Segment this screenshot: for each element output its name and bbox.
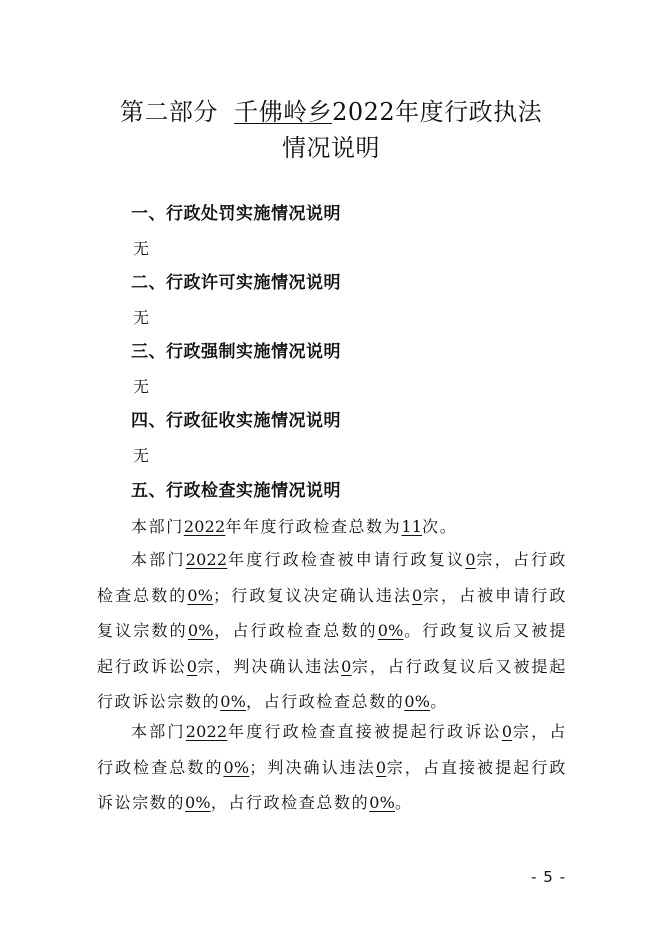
p2-percent: 0% bbox=[187, 585, 214, 605]
p2-text: ，占行政检查总数的 bbox=[246, 692, 405, 711]
inspection-paragraph-1 bbox=[97, 509, 567, 545]
p3-year: 2022 bbox=[185, 722, 228, 741]
p1-text: 本部门 bbox=[131, 517, 184, 536]
p3-percent: 0% bbox=[185, 793, 211, 812]
p1-year: 2022 bbox=[183, 517, 226, 536]
p1-text: 次。 bbox=[422, 517, 458, 536]
p2-percent: 0% bbox=[377, 621, 404, 640]
p2-text: 本部门 bbox=[131, 550, 186, 569]
p3-text: 宗，占直接被提起行政诉讼宗数的 bbox=[97, 757, 567, 812]
p3-count: 0 bbox=[375, 757, 387, 777]
p2-percent: 0% bbox=[187, 621, 214, 640]
p2-percent: 0% bbox=[404, 692, 431, 711]
page-number: - 5 - bbox=[531, 868, 566, 886]
p2-text: ，占行政检查总数的 bbox=[213, 621, 378, 640]
p3-text: 年度行政检查直接被提起行政诉讼 bbox=[227, 722, 502, 741]
p1-total: 11 bbox=[401, 517, 423, 536]
p2-text: 宗，判决确认违法 bbox=[197, 656, 342, 676]
section-heading-inspection: 五、行政检查实施情况说明 bbox=[131, 481, 341, 501]
p2-count: 0 bbox=[341, 656, 352, 676]
section-body-license: 无 bbox=[133, 308, 150, 327]
p2-text: 。 bbox=[430, 692, 448, 711]
page-title bbox=[0, 97, 662, 127]
section-body-levy: 无 bbox=[133, 446, 150, 465]
p1-text: 年年度行政检查总数为 bbox=[225, 517, 402, 536]
p3-text: 。 bbox=[395, 793, 413, 812]
inspection-paragraph-3 bbox=[97, 714, 567, 821]
p2-text: ；行政复议决定确认违法 bbox=[213, 585, 412, 605]
title-part: 第二部分 bbox=[119, 98, 218, 126]
p2-year: 2022 bbox=[185, 550, 228, 569]
section-heading-penalty: 一、行政处罚实施情况说明 bbox=[131, 204, 341, 224]
p3-count: 0 bbox=[501, 722, 513, 741]
p2-text: 年度行政检查被申请行政复议 bbox=[227, 550, 466, 569]
p2-text: 宗，占行政复议后又被提起行政诉讼宗数的 bbox=[97, 656, 567, 711]
p2-text: 。行政复议后又被提起行政诉讼 bbox=[97, 621, 567, 676]
p3-text: ，占行政检查总数的 bbox=[210, 793, 370, 812]
p3-text: 宗，占行政检查总数的 bbox=[97, 722, 567, 777]
p2-count: 0 bbox=[412, 585, 423, 605]
inspection-paragraph-2 bbox=[97, 542, 567, 720]
p2-text: 宗，占行政检查总数的 bbox=[97, 550, 567, 605]
p2-text: 宗，占被申请行政复议宗数的 bbox=[97, 585, 567, 640]
p3-percent: 0% bbox=[223, 757, 250, 777]
p3-percent: 0% bbox=[369, 793, 396, 812]
p2-count: 0 bbox=[186, 656, 198, 676]
section-heading-levy: 四、行政征收实施情况说明 bbox=[131, 411, 341, 431]
page-title-line2: 情况说明 bbox=[282, 134, 380, 162]
title-year: 2022年度行政执法 bbox=[332, 98, 543, 126]
section-body-penalty: 无 bbox=[133, 239, 150, 258]
section-heading-enforcement: 三、行政强制实施情况说明 bbox=[131, 342, 341, 362]
p2-percent: 0% bbox=[220, 692, 246, 711]
section-heading-license: 二、行政许可实施情况说明 bbox=[131, 273, 341, 293]
p3-text: 本部门 bbox=[131, 722, 186, 741]
p2-count: 0 bbox=[465, 550, 476, 569]
section-body-enforcement: 无 bbox=[133, 377, 150, 396]
title-org: 千佛岭乡 bbox=[234, 98, 333, 126]
p3-text: ；判决确认违法 bbox=[249, 757, 376, 777]
